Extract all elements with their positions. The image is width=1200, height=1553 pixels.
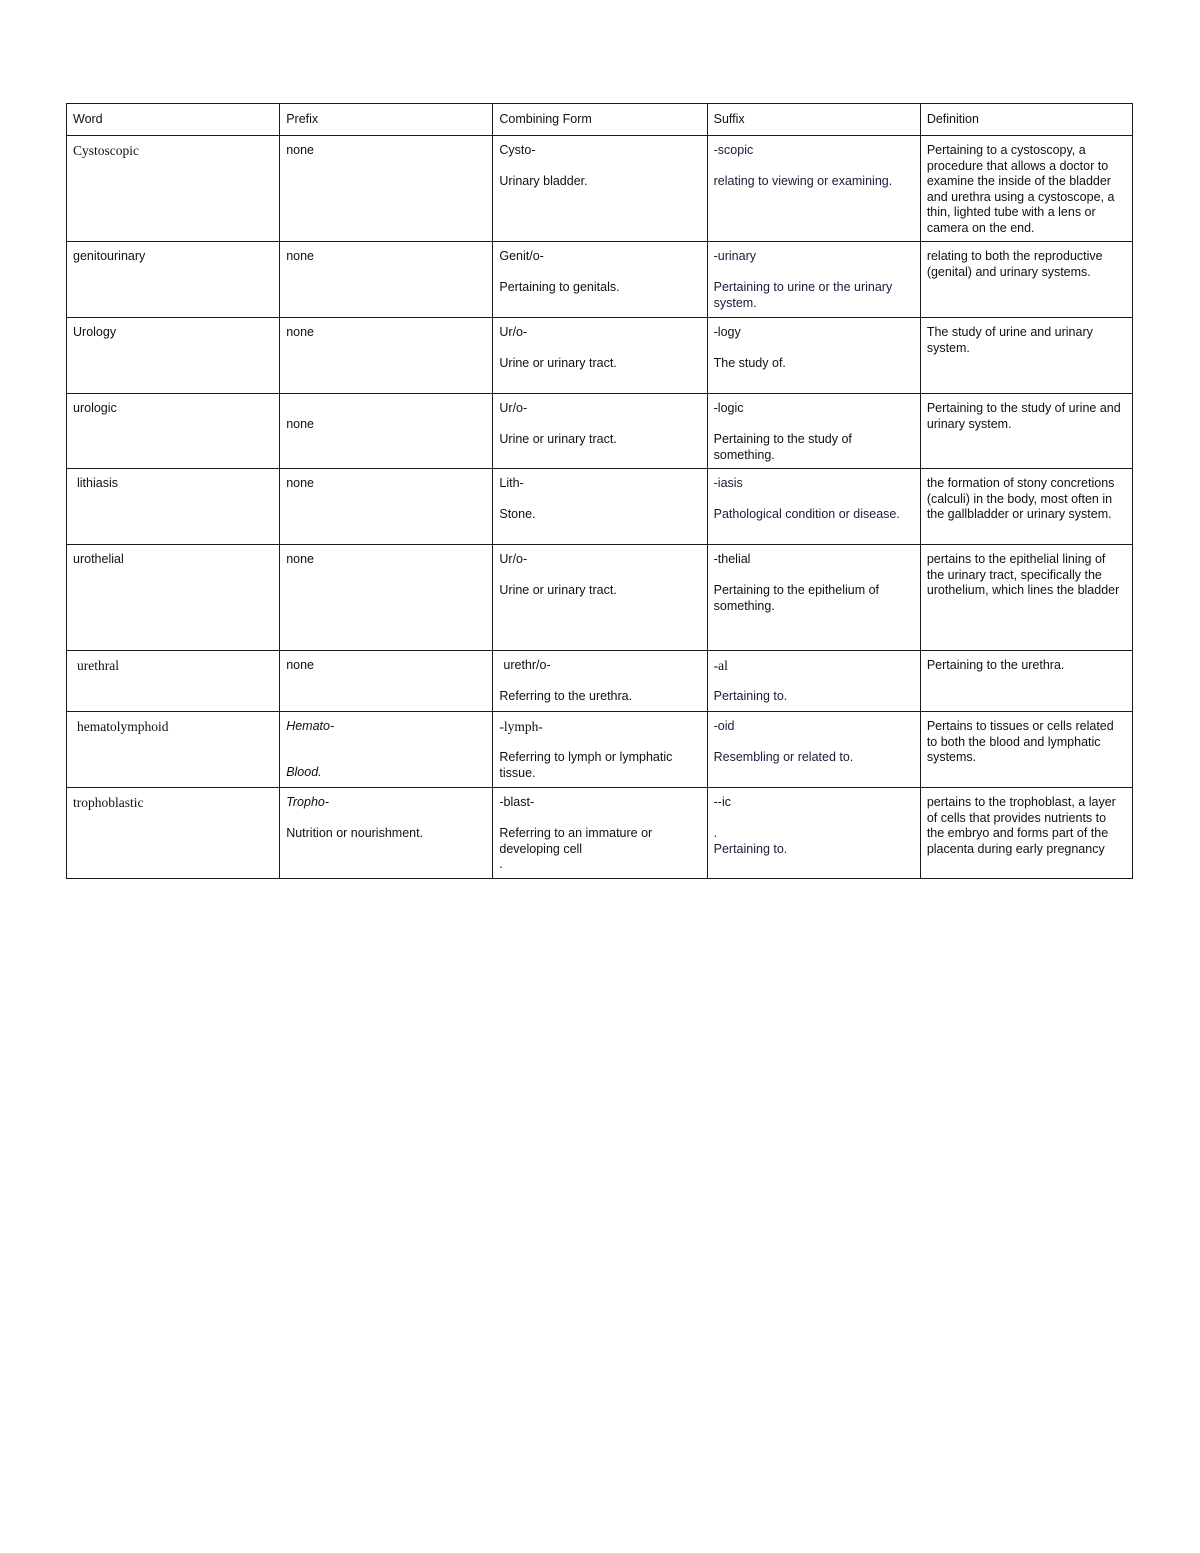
table-row: [67, 136, 1133, 242]
suffix-cell: [707, 136, 920, 242]
prefix-cell: [280, 394, 493, 469]
word-cell: [67, 469, 280, 545]
definition-cell: [920, 136, 1132, 242]
word-text: Urology: [73, 325, 117, 339]
prefix-text: none: [286, 249, 314, 263]
combining-form-meaning: Urine or urinary tract.: [499, 432, 617, 446]
combining-form-cell: [493, 545, 707, 651]
suffix-cell: [707, 469, 920, 545]
suffix-text: -thelial: [713, 552, 751, 566]
prefix-meaning: Nutrition or nourishment.: [286, 826, 424, 840]
combining-form-cell: [493, 712, 707, 788]
suffix-dot: .: [713, 826, 718, 840]
word-cell: [67, 242, 280, 318]
suffix-text: -scopic: [713, 143, 754, 157]
table-row: [67, 242, 1133, 318]
word-text: lithiasis: [77, 476, 118, 490]
combining-form-meaning: Referring to the urethra.: [499, 689, 633, 703]
word-cell: [67, 712, 280, 788]
definition-cell: [920, 651, 1132, 712]
suffix-text: -logic: [713, 401, 744, 415]
header-combining-form: Combining Form: [493, 104, 707, 136]
definition-text: pertains to the trophoblast, a layer of cells that provides nutrients to the embryo and forms part of the placenta during early pregnancy: [926, 795, 1116, 856]
table-row: [67, 788, 1133, 879]
suffix-cell: [707, 651, 920, 712]
definition-text: Pertaining to the study of urine and urinary system.: [926, 401, 1121, 431]
combining-form-meaning: Urinary bladder.: [499, 174, 588, 188]
word-cell: [67, 318, 280, 394]
suffix-meaning: The study of.: [713, 356, 786, 370]
combining-form-text: Cysto-: [499, 143, 536, 157]
prefix-cell: [280, 712, 493, 788]
table-row: [67, 545, 1133, 651]
suffix-text: -logy: [713, 325, 741, 339]
combining-form-meaning: Referring to an immature or developing cell: [499, 826, 653, 856]
prefix-cell: [280, 318, 493, 394]
word-cell: [67, 394, 280, 469]
word-text: urothelial: [73, 552, 124, 566]
suffix-meaning: Resembling or related to.: [713, 750, 854, 764]
table-row: [67, 318, 1133, 394]
prefix-cell: [280, 242, 493, 318]
suffix-cell: [707, 712, 920, 788]
header-definition: Definition: [920, 104, 1132, 136]
suffix-text: -al: [713, 658, 728, 673]
word-text: trophoblastic: [73, 795, 144, 810]
word-text: Cystoscopic: [73, 143, 139, 158]
combining-form-meaning: Urine or urinary tract.: [499, 583, 617, 597]
combining-form-cell: [493, 469, 707, 545]
definition-text: Pertaining to a cystoscopy, a procedure that allows a doctor to examine the inside of the bladder and urethra using a cystoscope, a thin, lighted tube with a lens or camera on the end.: [926, 143, 1115, 235]
definition-cell: [920, 788, 1132, 879]
suffix-cell: [707, 788, 920, 879]
combining-form-text: Ur/o-: [499, 552, 528, 566]
combining-form-text: Ur/o-: [499, 325, 528, 339]
suffix-meaning: Pathological condition or disease.: [713, 507, 900, 521]
suffix-text: -urinary: [713, 249, 756, 263]
combining-form-text: -lymph-: [499, 719, 543, 734]
combining-form-text: urethr/o-: [503, 658, 551, 672]
suffix-cell: [707, 318, 920, 394]
combining-form-meaning: Urine or urinary tract.: [499, 356, 617, 370]
table-row: [67, 651, 1133, 712]
definition-cell: [920, 545, 1132, 651]
table-header-row: [67, 104, 1133, 136]
word-text: urethral: [77, 658, 119, 673]
suffix-text: -iasis: [713, 476, 743, 490]
definition-text: Pertains to tissues or cells related to both the blood and lymphatic systems.: [926, 719, 1114, 764]
combining-form-cell: [493, 136, 707, 242]
combining-form-cell: [493, 651, 707, 712]
suffix-meaning: Pertaining to.: [713, 689, 788, 703]
word-cell: [67, 136, 280, 242]
suffix-meaning: relating to viewing or examining.: [713, 174, 893, 188]
combining-form-cell: [493, 788, 707, 879]
word-text: hematolymphoid: [77, 719, 169, 734]
combining-form-cell: [493, 242, 707, 318]
combining-form-cell: [493, 394, 707, 469]
prefix-text: none: [286, 552, 314, 566]
prefix-cell: [280, 136, 493, 242]
prefix-text: Tropho-: [286, 795, 330, 809]
table-row: [67, 712, 1133, 788]
suffix-meaning: Pertaining to urine or the urinary system.: [713, 280, 893, 310]
suffix-meaning: Pertaining to the study of something.: [713, 432, 852, 462]
prefix-cell: [280, 651, 493, 712]
definition-cell: [920, 469, 1132, 545]
word-text: urologic: [73, 401, 117, 415]
combining-form-text: Genit/o-: [499, 249, 544, 263]
terminology-table: [66, 103, 1133, 879]
table-row: [67, 394, 1133, 469]
definition-cell: [920, 318, 1132, 394]
combining-form-trailer: .: [499, 857, 503, 871]
prefix-cell: [280, 469, 493, 545]
suffix-meaning: Pertaining to the epithelium of something.: [713, 583, 880, 613]
definition-cell: [920, 242, 1132, 318]
suffix-meaning: Pertaining to.: [713, 841, 788, 856]
word-cell: [67, 788, 280, 879]
suffix-cell: [707, 242, 920, 318]
suffix-text: -oid: [713, 719, 735, 733]
combining-form-text: -blast-: [499, 795, 535, 809]
prefix-text: none: [286, 476, 314, 490]
definition-text: the formation of stony concretions (calculi) in the body, most often in the gallbladder or urinary system.: [926, 476, 1115, 521]
prefix-cell: [280, 545, 493, 651]
definition-cell: [920, 712, 1132, 788]
combining-form-text: Lith-: [499, 476, 524, 490]
header-suffix: Suffix: [707, 104, 920, 136]
combining-form-meaning: Referring to lymph or lymphatic tissue.: [499, 750, 673, 780]
definition-text: Pertaining to the urethra.: [926, 658, 1065, 672]
prefix-text: none: [286, 143, 314, 157]
prefix-text: none: [286, 325, 314, 339]
suffix-cell: [707, 394, 920, 469]
definition-text: relating to both the reproductive (genital) and urinary systems.: [926, 249, 1103, 279]
suffix-text: --ic: [713, 795, 731, 809]
combining-form-meaning: Pertaining to genitals.: [499, 280, 620, 294]
header-prefix: Prefix: [280, 104, 493, 136]
prefix-text: Hemato-: [286, 719, 335, 733]
combining-form-text: Ur/o-: [499, 401, 528, 415]
word-text: genitourinary: [73, 249, 146, 263]
combining-form-meaning: Stone.: [499, 507, 536, 521]
definition-text: The study of urine and urinary system.: [926, 325, 1093, 355]
prefix-cell: [280, 788, 493, 879]
header-word: Word: [67, 104, 280, 136]
word-cell: [67, 651, 280, 712]
definition-cell: [920, 394, 1132, 469]
prefix-text: none: [286, 416, 314, 431]
definition-text: pertains to the epithelial lining of the urinary tract, specifically the urothelium, which lines the bladder: [926, 552, 1120, 597]
combining-form-cell: [493, 318, 707, 394]
prefix-meaning: Blood.: [286, 764, 322, 779]
table-row: [67, 469, 1133, 545]
suffix-cell: [707, 545, 920, 651]
word-cell: [67, 545, 280, 651]
prefix-text: none: [286, 658, 314, 672]
